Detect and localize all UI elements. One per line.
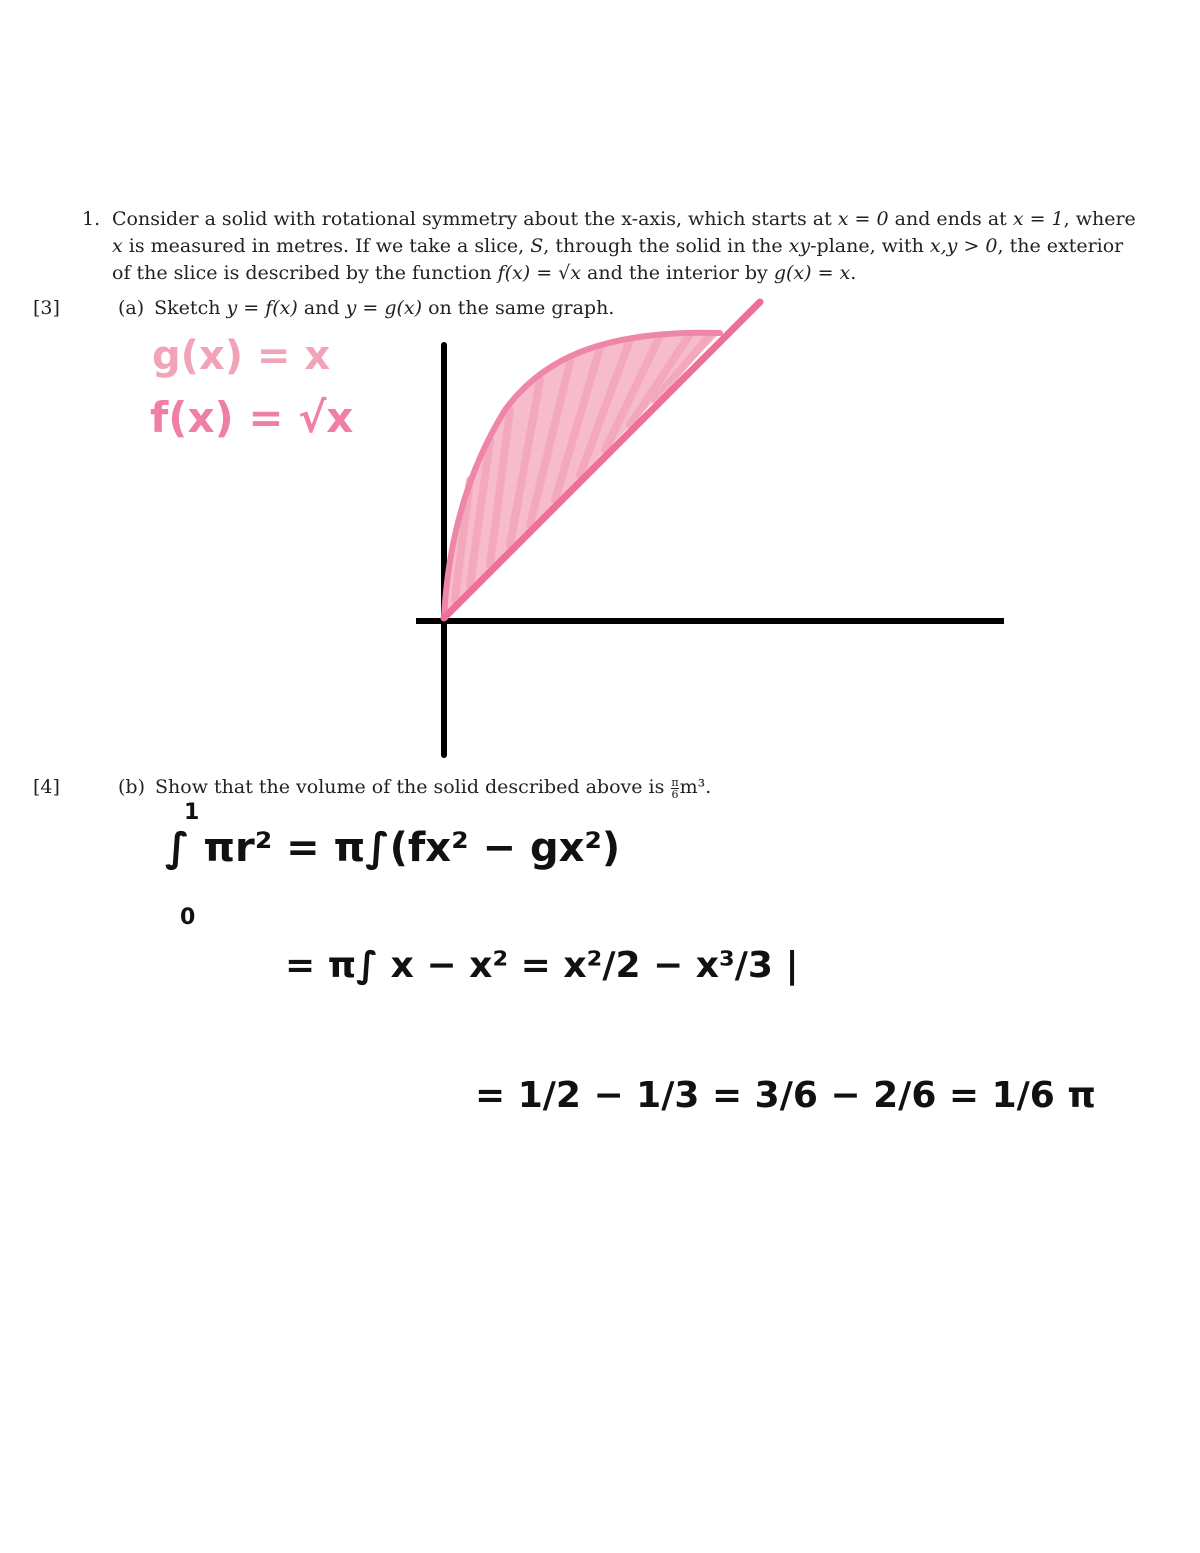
handwritten-f-label: f(x) = √x [150,393,354,442]
fraction-denominator: 6 [671,787,679,801]
part-b-label: (b) [118,776,145,798]
part-a-text: on the same graph. [422,297,615,319]
part-a-text: Sketch [154,297,227,319]
handwritten-working-line2: = π∫ x − x² = x²/2 − x³/3 | [285,945,799,986]
question-text-part: . [850,262,857,284]
math-x: x [112,235,123,257]
math-x-eq-1: x = 1 [1012,208,1064,230]
part-a-label: (a) [118,297,145,319]
math-condition: x,y > 0 [929,235,998,257]
question-text-part: Consider a solid with rotational symmetry about the x-axis, which starts at [112,208,838,230]
handwritten-working-line1: ∫ πr² = π∫(fx² − gx²) [165,825,621,871]
question-number: 1. [82,208,101,230]
math-xy: xy [788,235,811,257]
question-text-part: , through the solid in the [543,235,789,257]
math-y-f: y = f(x) [226,297,298,319]
math-y-g: y = g(x) [345,297,423,319]
question-text-part: and the interior by [581,262,774,284]
handwritten-upper-limit: 1 [184,800,200,825]
question-text-part: -plane, with [810,235,930,257]
handwritten-lower-limit: 0 [180,905,196,930]
handwritten-working-line3: = 1/2 − 1/3 = 3/6 − 2/6 = 1/6 π [475,1075,1096,1116]
math-s: S [530,235,544,257]
question-text-part: and ends at [888,208,1013,230]
question-text-part: is measured in metres. If we take a slice, [122,235,531,257]
part-b-text: Show that the volume of the solid described above is [155,776,671,798]
volume-unit: m³. [679,776,712,798]
part-a-text: and [297,297,346,319]
fraction-numerator: π [671,775,679,789]
math-f-def: f(x) = √x [497,262,582,284]
marks-part-a: [3] [33,297,60,319]
handwritten-g-label: g(x) = x [152,333,331,379]
question-text-part: , the exterior of the slice is described by the function [112,235,1124,284]
math-g-def: g(x) = x [773,262,851,284]
marks-part-b: [4] [33,776,60,798]
math-x-eq-0: x = 0 [837,208,889,230]
question-text-part: , where [1063,208,1136,230]
